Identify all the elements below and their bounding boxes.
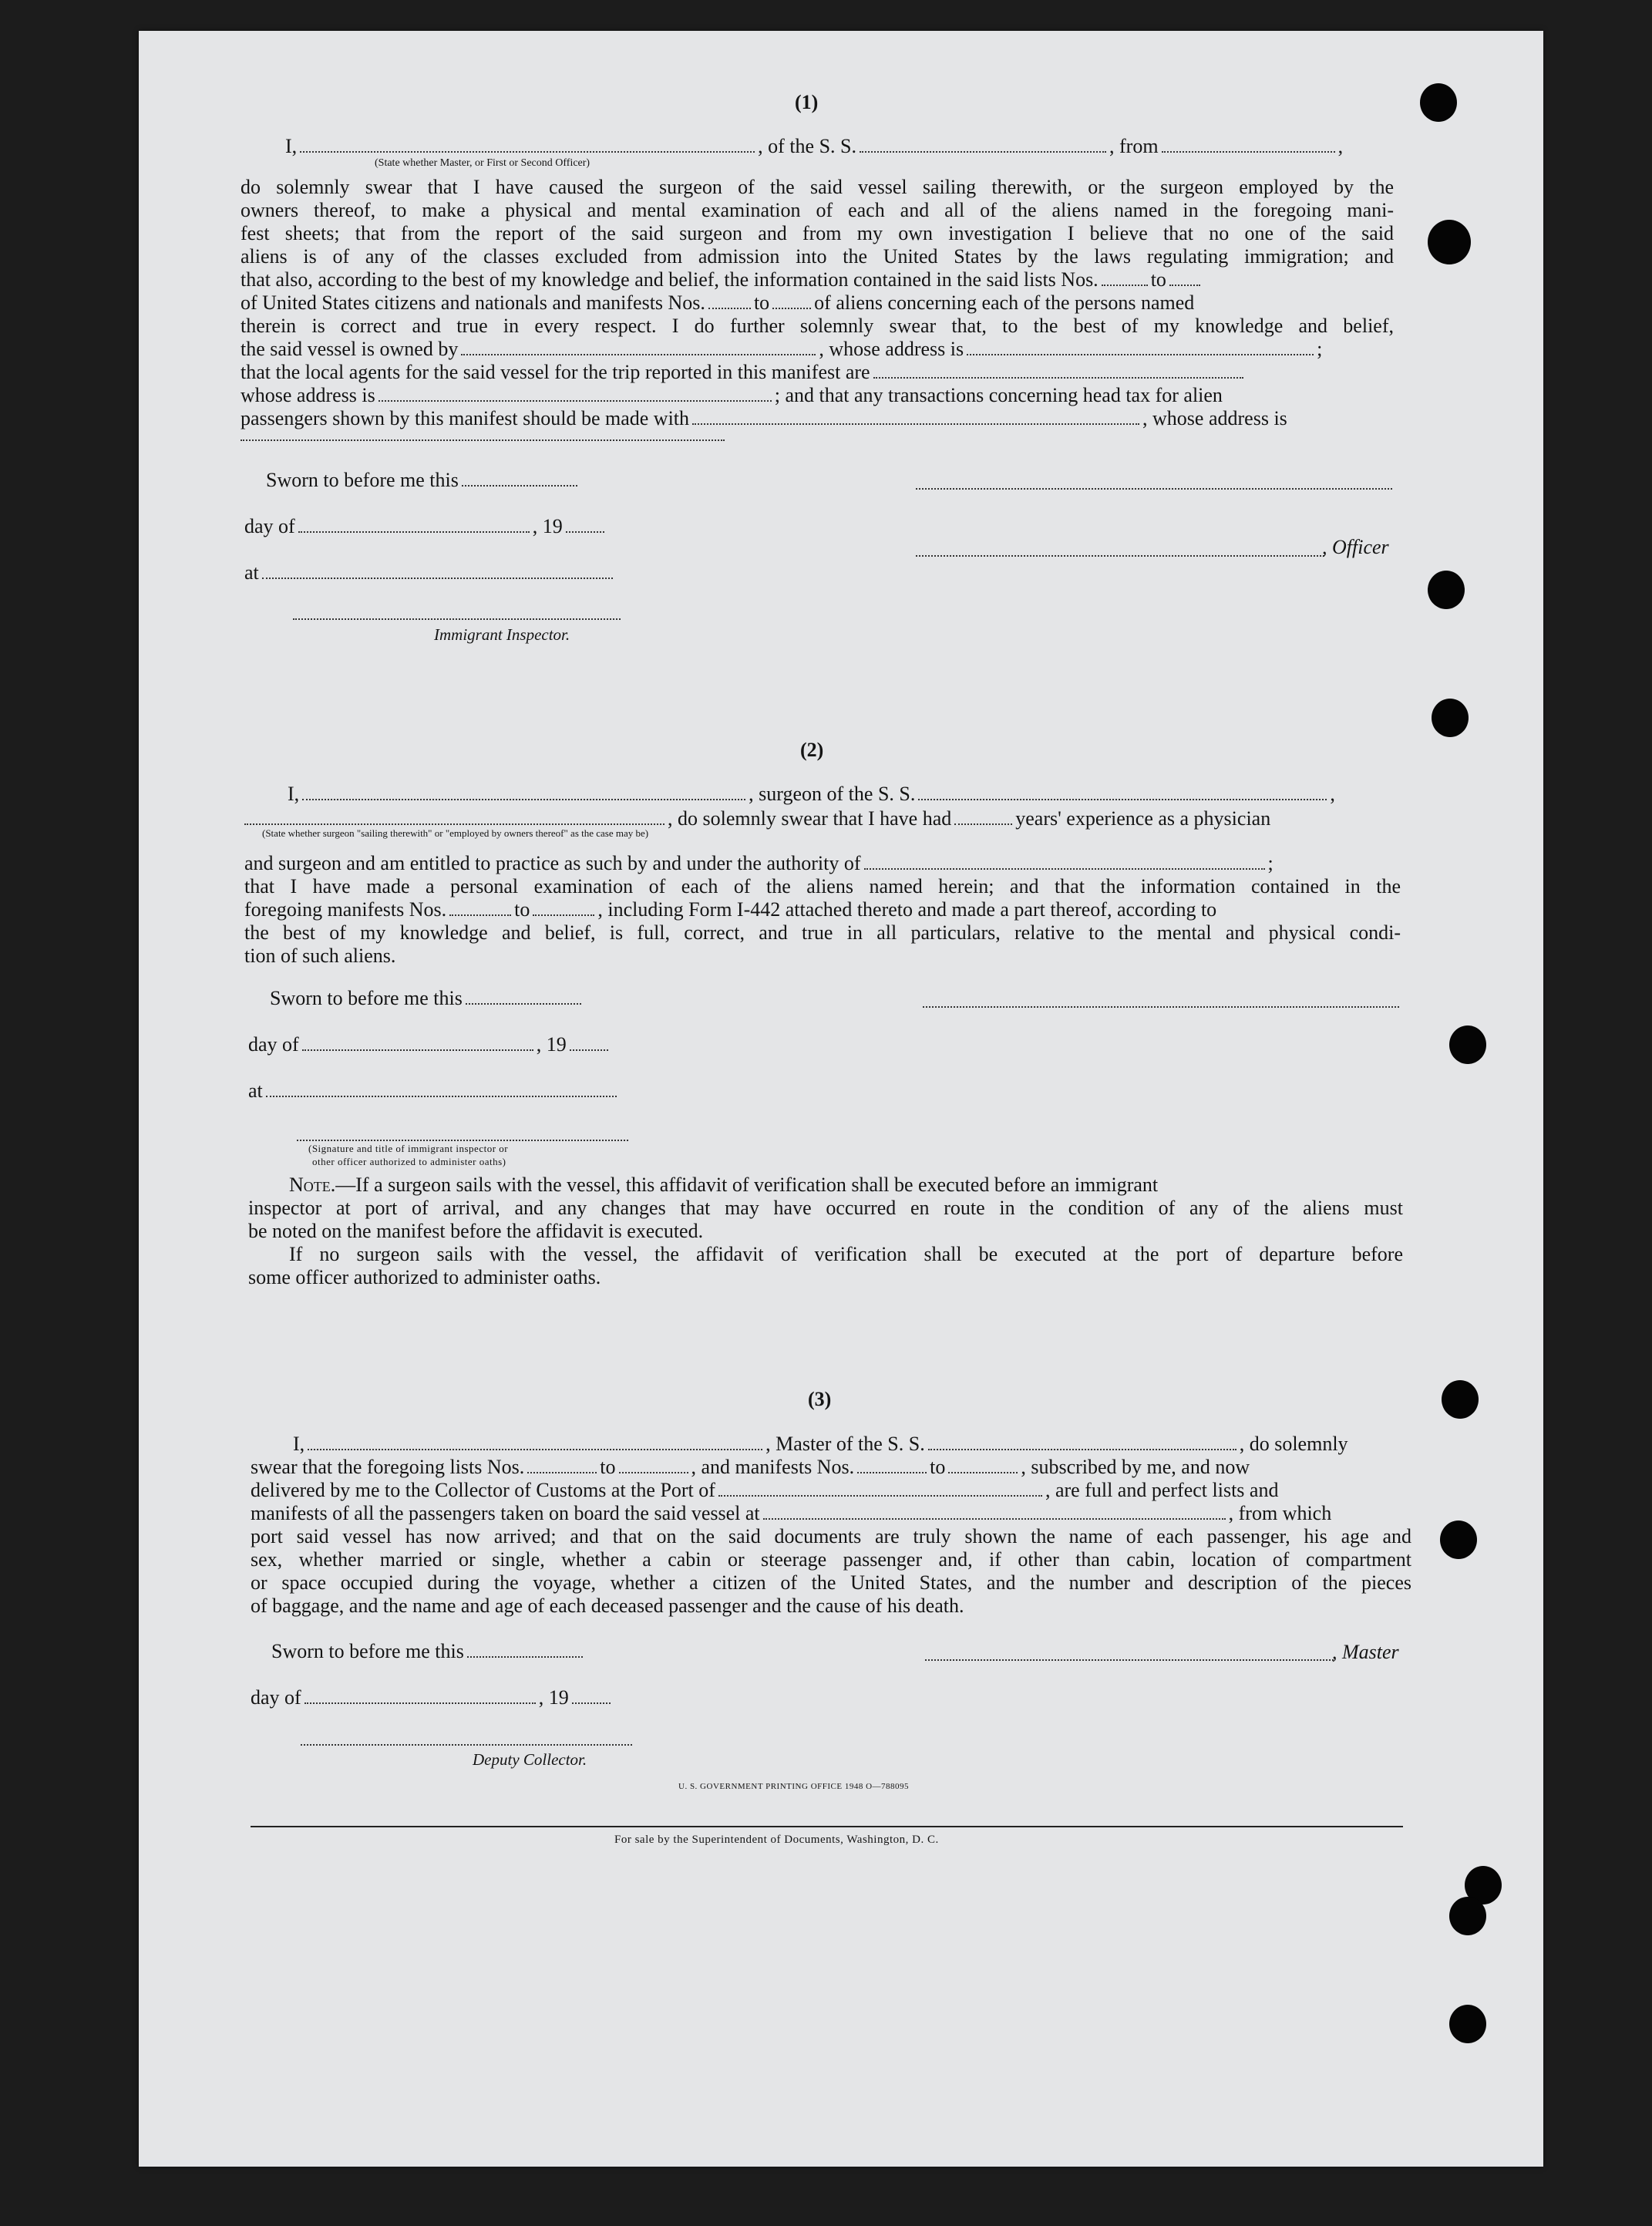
s1-line-9: the said vessel is owned by , whose address is ; xyxy=(241,338,1323,360)
s1-line-3: owners thereof, to make a physical and mental examination of each and all of the aliens named in the foregoing mani- xyxy=(241,199,1394,221)
punch-hole xyxy=(1449,1897,1486,1935)
s2-at: at xyxy=(248,1079,620,1103)
s3-master-label: , Master xyxy=(1332,1641,1399,1663)
punch-hole xyxy=(1428,220,1471,264)
s1-line-7: of United States citizens and nationals and manifests Nos. to of aliens concerning each of the persons named xyxy=(241,291,1195,314)
s1-sworn: Sworn to before me this xyxy=(266,469,580,492)
s1-address-blank xyxy=(241,439,725,441)
s1-line-11: whose address is ; and that any transactions concerning head tax for alien xyxy=(241,384,1223,406)
s1-line-4: fest sheets; that from the report of the said surgeon and from my own investigation I believe that no one of the said xyxy=(241,222,1394,244)
s2-note-2: inspector at port of arrival, and any changes that may have occurred en route in the condition of any of the aliens must xyxy=(248,1197,1403,1219)
s1-officer-signature-line-1 xyxy=(916,488,1392,490)
s1-at: at xyxy=(244,561,616,584)
s2-surgeon-signature-line xyxy=(923,1006,1399,1008)
s2-signature-caption-1: (Signature and title of immigrant inspector or xyxy=(308,1143,509,1154)
s2-line-5: foregoing manifests Nos. to , including Form I-442 attached thereto and made a part thereof, according to xyxy=(244,898,1217,921)
s3-line-7: or space occupied during the voyage, whether a citizen of the United States, and the number and description of the pieces xyxy=(251,1571,1411,1594)
s3-line-5: port said vessel has now arrived; and that on the said documents are truly shown the name of each passenger, his age and xyxy=(251,1525,1411,1547)
s1-line-8: therein is correct and true in every respect. I do further solemnly swear that, to the best of my knowledge and belief, xyxy=(241,315,1394,337)
s2-note-4: If no surgeon sails with the vessel, the affidavit of verification shall be executed at the port of departure before xyxy=(289,1243,1403,1265)
gpo-imprint: U. S. GOVERNMENT PRINTING OFFICE 1948 O—788095 xyxy=(678,1782,910,1791)
s2-line-2: , do solemnly swear that I have had years' experience as a physician xyxy=(244,807,1270,830)
s2-day: day of , 19 xyxy=(248,1033,611,1056)
punch-hole xyxy=(1442,1380,1479,1419)
s3-line-6: sex, whether married or single, whether a cabin or steerage passenger and, if other than cabin, location of compartment xyxy=(251,1548,1411,1571)
s2-line-7: tion of such aliens. xyxy=(244,945,396,967)
section-3-number: (3) xyxy=(808,1388,832,1410)
s3-line-8: of baggage, and the name and age of each deceased passenger and the cause of his death. xyxy=(251,1595,964,1617)
s1-inspector-label: Immigrant Inspector. xyxy=(434,625,570,644)
s2-line-6: the best of my knowledge and belief, is full, correct, and true in all particulars, relative to the mental and physical condi- xyxy=(244,921,1401,944)
s3-deputy-label: Deputy Collector. xyxy=(473,1750,587,1769)
s3-sworn: Sworn to before me this xyxy=(271,1640,586,1663)
punch-hole xyxy=(1428,571,1465,609)
s1-line-6: that also, according to the best of my knowledge and belief, the information contained in the said lists Nos. to xyxy=(241,268,1203,291)
s1-line-2: do solemnly swear that I have caused the surgeon of the said vessel sailing therewith, or the surgeon employed by the xyxy=(241,176,1394,198)
s3-line-2: swear that the foregoing lists Nos. to , and manifests Nos. to , subscribed by me, and now xyxy=(251,1456,1250,1478)
s2-note-3: be noted on the manifest before the affidavit is executed. xyxy=(248,1220,704,1242)
footer-rule xyxy=(251,1826,1403,1827)
punch-hole xyxy=(1432,699,1469,737)
s2-line-3: and surgeon and am entitled to practice as such by and under the authority of ; xyxy=(244,852,1273,874)
form-page xyxy=(139,31,1543,2167)
sale-notice: For sale by the Superintendent of Documents, Washington, D. C. xyxy=(614,1834,939,1846)
s3-line-4: manifests of all the passengers taken on board the said vessel at , from which xyxy=(251,1502,1332,1524)
s1-caption: (State whether Master, or First or Second Officer) xyxy=(375,157,590,169)
s1-day: day of , 19 xyxy=(244,515,607,538)
s1-line-12: passengers shown by this manifest should be made with , whose address is xyxy=(241,407,1287,429)
s1-line-10: that the local agents for the said vessel for the trip reported in this manifest are xyxy=(241,361,1247,384)
s2-note-5: some officer authorized to administer oaths. xyxy=(248,1266,601,1288)
s2-signature-caption-2: other officer authorized to administer oaths) xyxy=(312,1156,506,1167)
punch-hole xyxy=(1449,2005,1486,2043)
s3-master-signature-line xyxy=(925,1659,1334,1661)
s2-line-1: I, , surgeon of the S. S. , xyxy=(288,783,1335,805)
s2-line-4: that I have made a personal examination of each of the aliens named herein; and that the information contained in the xyxy=(244,875,1401,897)
s2-note-1: Note.—If a surgeon sails with the vessel, this affidavit of verification shall be executed before an immigrant xyxy=(289,1174,1159,1196)
s1-officer-label: , Officer xyxy=(1322,536,1389,558)
s1-officer-signature-line-2 xyxy=(916,555,1324,557)
s3-day: day of , 19 xyxy=(251,1686,614,1709)
punch-hole xyxy=(1449,1025,1486,1064)
section-2-number: (2) xyxy=(800,739,824,761)
section-1-number: (1) xyxy=(795,91,819,113)
s2-inspector-signature-line xyxy=(297,1140,628,1141)
s1-line-1: I, , of the S. S. , from , xyxy=(285,135,1344,157)
s3-line-3: delivered by me to the Collector of Customs at the Port of , are full and perfect lists and xyxy=(251,1479,1279,1501)
s2-sworn: Sworn to before me this xyxy=(270,987,584,1010)
s1-inspector-signature-line xyxy=(293,618,621,620)
s2-caption: (State whether surgeon "sailing therewith" or "employed by owners thereof" as the case may be) xyxy=(262,827,649,839)
s3-deputy-signature-line xyxy=(301,1744,632,1746)
s1-line-5: aliens is of any of the classes excluded from admission into the United States by the laws regulating immigration; and xyxy=(241,245,1394,268)
s3-line-1: I, , Master of the S. S. , do solemnly xyxy=(293,1433,1348,1455)
note-label: Note. xyxy=(289,1174,336,1196)
punch-hole xyxy=(1440,1520,1477,1559)
punch-hole xyxy=(1420,83,1457,122)
